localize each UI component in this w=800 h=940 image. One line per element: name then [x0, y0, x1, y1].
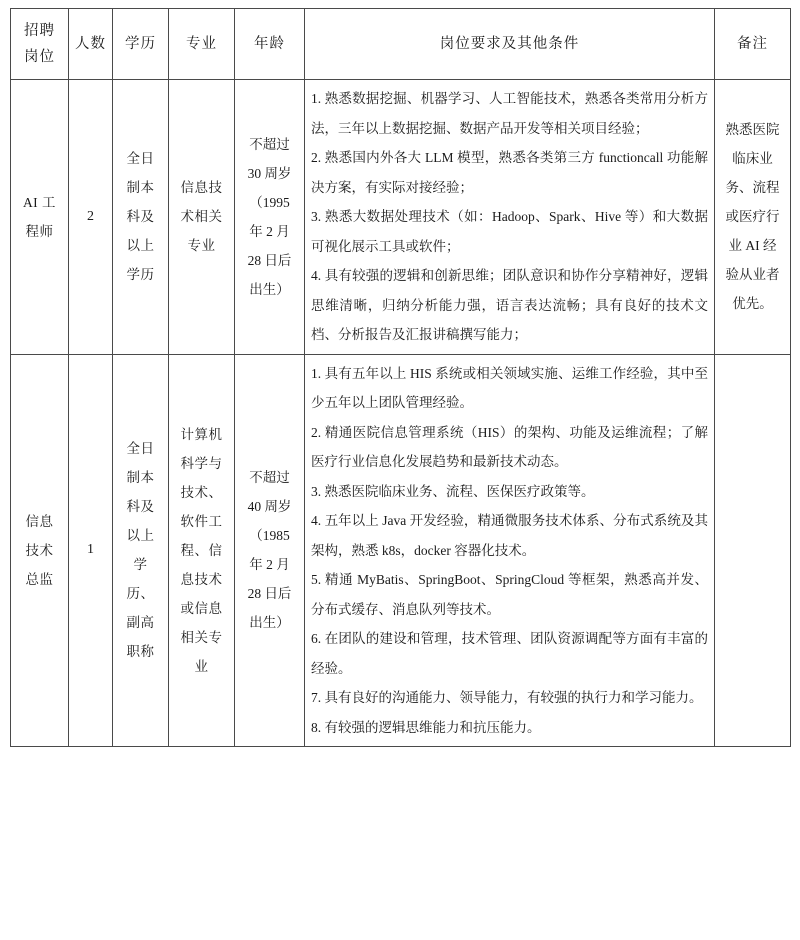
requirement-item: 8. 有较强的逻辑思维能力和抗压能力。 [311, 719, 541, 735]
cell-major [169, 354, 235, 747]
requirement-item: 4. 具有较强的逻辑和创新思维；团队意识和协作分享精神好，逻辑思维清晰，归纳分析能力强，语言表达流畅；具有良好的技术文档、分析报告及汇报讲稿撰写能力； [311, 268, 708, 342]
cell-education-text: 全日制本科及以上学历、副高职称 [126, 441, 155, 660]
cell-note [715, 354, 791, 747]
requirement-item: 5. 精通 MyBatis、SpringBoot、SpringCloud 等框架，熟悉高并发、分布式缓存、消息队列等技术。 [311, 572, 708, 617]
requirement-item: 4. 五年以上 Java 开发经验，精通微服务技术体系、分布式系统及其架构，熟悉 k8s，docker 容器化技术。 [311, 513, 708, 558]
cell-age [235, 80, 305, 355]
cell-post-text: AI 工程师 [22, 194, 57, 239]
requirement-item: 7. 具有良好的沟通能力、领导能力，有较强的执行力和学习能力。 [311, 690, 703, 705]
cell-post [11, 354, 69, 747]
cell-count: 2 [69, 80, 113, 355]
requirement-item: 6. 在团队的建设和管理，技术管理、团队资源调配等方面有丰富的经验。 [311, 631, 708, 676]
cell-post [11, 80, 69, 355]
requirement-item: 2. 熟悉国内外各大 LLM 模型，熟悉各类第三方 functioncall 功能解决方案，有实际对接经验； [311, 150, 708, 195]
requirement-item: 3. 熟悉医院临床业务、流程、医保医疗政策等。 [311, 483, 595, 499]
requirement-item: 1. 具有五年以上 HIS 系统或相关领域实施、运维工作经验，其中至少五年以上团队管理经验。 [311, 365, 708, 410]
column-header-education: 学历 [113, 9, 169, 80]
cell-post-text: 信息技术总监 [25, 513, 54, 587]
cell-note [715, 80, 791, 355]
cell-age-text: 不超过 30 周岁（1995 年 2 月 28 日后出生） [247, 136, 292, 297]
cell-major-text: 信息技术相关专业 [180, 180, 223, 254]
cell-note-text: 熟悉医院临床业务、流程或医疗行业 AI 经验从业者优先。 [725, 122, 780, 312]
column-header-note: 备注 [715, 9, 791, 80]
cell-major [169, 80, 235, 355]
cell-education-text: 全日制本科及以上学历 [126, 151, 155, 283]
column-header-age: 年龄 [235, 9, 305, 80]
requirement-item: 1. 熟悉数据挖掘、机器学习、人工智能技术，熟悉各类常用分析方法，三年以上数据挖掘、数据产品开发等相关项目经验； [311, 91, 708, 136]
requirement-item: 2. 精通医院信息管理系统（HIS）的架构、功能及运维流程；了解医疗行业信息化发展趋势和最新技术动态。 [311, 424, 708, 469]
requirement-item: 3. 熟悉大数据处理技术（如：Hadoop、Spark、Hive 等）和大数据可视化展示工具或软件； [311, 209, 708, 254]
cell-requirements [305, 354, 715, 747]
column-header-major: 专业 [169, 9, 235, 80]
cell-education [113, 80, 169, 355]
column-header-requirements: 岗位要求及其他条件 [305, 9, 715, 80]
column-header-count: 人数 [69, 9, 113, 80]
cell-major-text: 计算机科学与技术、软件工程、信息技术或信息相关专业 [180, 426, 223, 674]
table-row [11, 354, 791, 747]
cell-count: 1 [69, 354, 113, 747]
cell-education [113, 354, 169, 747]
cell-requirements [305, 80, 715, 355]
table-header-row [11, 9, 791, 80]
column-header-post: 招聘岗位 [11, 9, 69, 80]
cell-age [235, 354, 305, 747]
table-row [11, 80, 791, 355]
cell-age-text: 不超过 40 周岁（1985 年 2 月 28 日后出生） [247, 470, 292, 631]
recruitment-table [10, 8, 791, 747]
